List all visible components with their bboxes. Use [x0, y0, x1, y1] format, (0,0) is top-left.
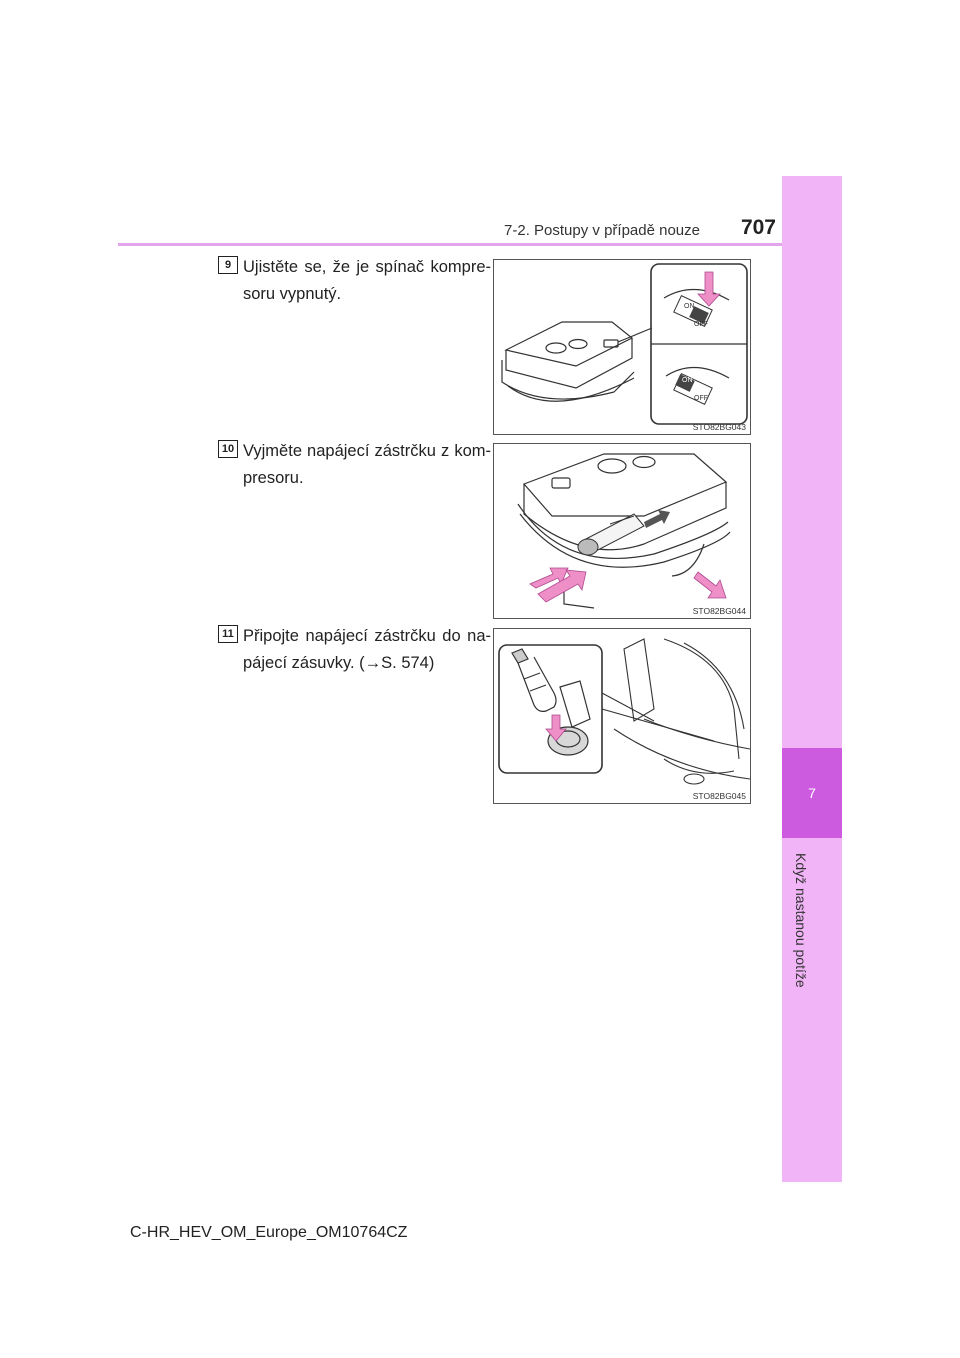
step-9	[218, 256, 754, 436]
illustration-compressor-switch	[493, 259, 751, 435]
chapter-number-badge	[782, 748, 842, 838]
section-title: 7-2. Postupy v případě nouze	[504, 222, 700, 239]
switch-on-label: ON	[684, 303, 695, 310]
step-instruction: Ujistěte se, že je spínač kompre-soru vypnutý.	[243, 258, 491, 303]
switch-off-label-2: OFF	[694, 395, 708, 402]
switch-on-label-2: ON	[682, 377, 693, 384]
plug-socket-drawing	[494, 629, 750, 803]
chapter-number: 7	[808, 785, 816, 801]
chapter-title: Když nastanou potíže	[793, 852, 809, 988]
step-10	[218, 440, 754, 620]
step-number-badge: 11	[218, 625, 238, 643]
step-instruction: Vyjměte napájecí zástrčku z kom-presoru.	[243, 442, 491, 487]
illustration-plug-socket	[493, 628, 751, 804]
figure-code: STO82BG045	[692, 791, 746, 801]
manual-code: C-HR_HEV_OM_Europe_OM10764CZ	[130, 1224, 408, 1241]
step-11	[218, 625, 754, 805]
unplug-cord-drawing	[494, 444, 750, 618]
compressor-switch-drawing	[494, 260, 750, 434]
figure-code: STO82BG043	[692, 422, 746, 432]
chapter-side-tab	[782, 176, 842, 1182]
switch-off-label: OFF	[694, 321, 708, 328]
step-number-badge: 10	[218, 440, 238, 458]
page-number: 707	[740, 216, 776, 239]
step-instruction: Připojte napájecí zástrčku do na-pájecí zásuvky. (→S. 574)	[243, 627, 491, 672]
figure-code: STO82BG044	[692, 606, 746, 616]
step-number-badge: 9	[218, 256, 238, 274]
header-divider	[118, 243, 782, 246]
illustration-unplug-cord	[493, 443, 751, 619]
